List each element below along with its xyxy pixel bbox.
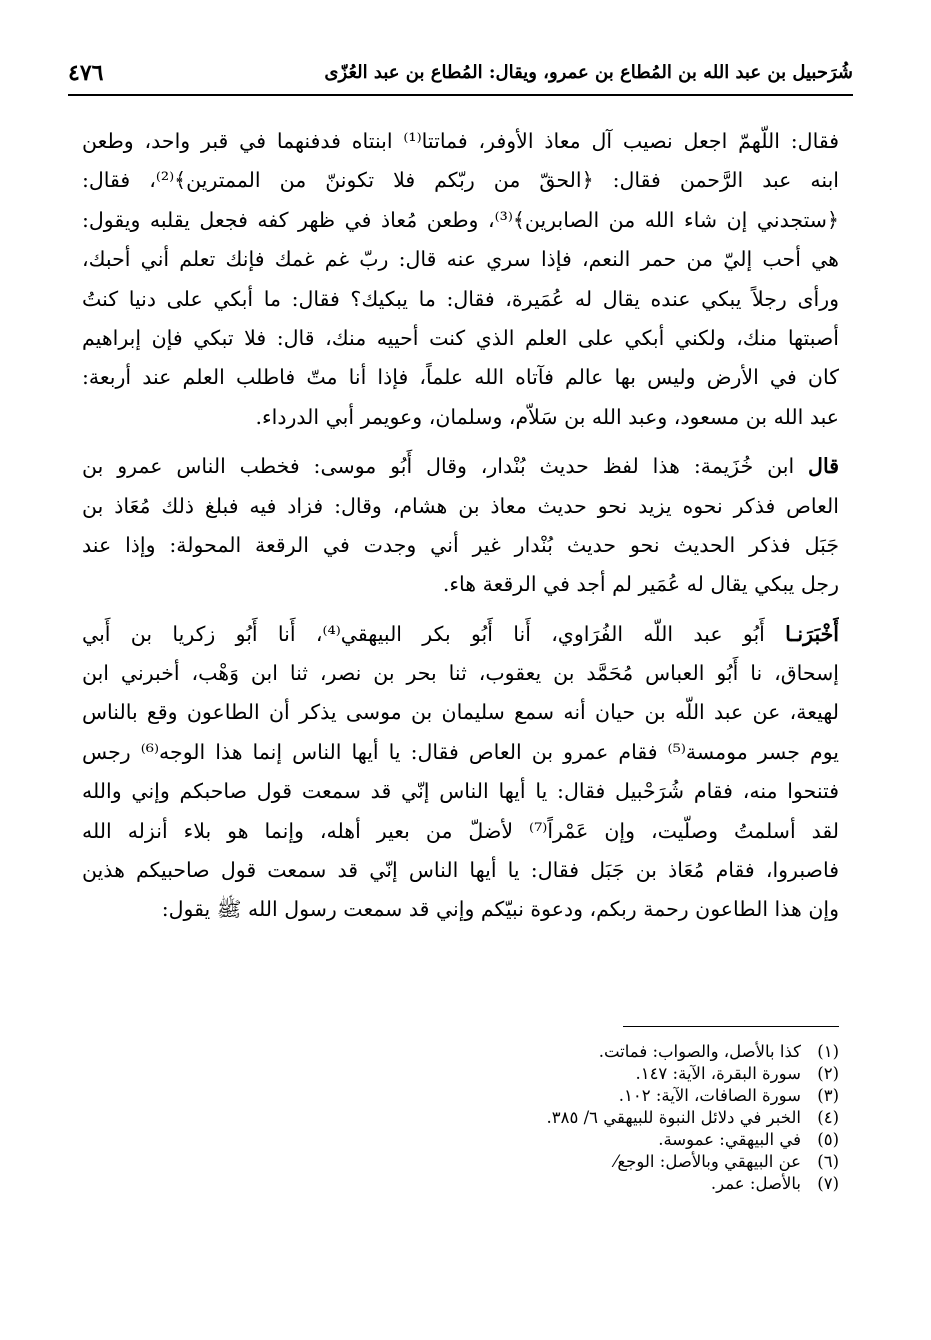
line-text: جَبَل فذكر الحديث نحو حديث بُنْدار غير أني وجدت في الرقعة المحولة: وإذا عند bbox=[82, 532, 839, 557]
text-line bbox=[82, 615, 839, 654]
footnote bbox=[279, 1085, 839, 1107]
text-line bbox=[82, 654, 839, 693]
text-line bbox=[82, 812, 839, 851]
line-text: ﴿ستجدني إن شاء الله من الصابرين﴾⁽³⁾، وطعن مُعاذ في ظهر كفه فجعل يقلبه ويقول: bbox=[82, 207, 839, 232]
line-text: فاصبروا، فقام مُعَاذ بن جَبَل فقال: يا أيها الناس إنّي قد سمعت قول صاحبيكم هذين bbox=[82, 858, 839, 883]
line-text: أصبتها منك، ولكني أبكي على العلم الذي كنت أحييه منك، قال: فلا تبكي فإن إبراهيم bbox=[82, 325, 839, 350]
footnote-number: (٣) bbox=[817, 1086, 839, 1105]
footnote-text: بالأصل: عمر. bbox=[710, 1174, 801, 1193]
footnote bbox=[279, 1151, 839, 1173]
line-text: ابنه عبد الرَّحمن فقال: ﴿الحقّ من ربّكم فلا تكوننّ من الممترين﴾⁽²⁾، فقال: bbox=[82, 168, 839, 193]
line-text: العاص فذكر نحوه يزيد نحو حديث معاذ بن هشام، وقال: فزاد فيه فبلغ ذلك مُعَاذ بن bbox=[82, 493, 839, 518]
footnote-number: (٢) bbox=[817, 1064, 839, 1083]
footnote bbox=[279, 1173, 839, 1195]
footnote bbox=[279, 1041, 839, 1063]
text-line bbox=[82, 733, 839, 772]
footnote-text: سورة الصافات، الآية: ١٠٢. bbox=[618, 1086, 801, 1105]
text-line bbox=[82, 772, 839, 811]
footnote-number: (١) bbox=[817, 1042, 839, 1061]
main-text bbox=[82, 122, 839, 940]
footnote bbox=[279, 1063, 839, 1085]
line-text: لهيعة، عن عبد اللّه بن حيان أنه سمع سليمان بن موسى يذكر أن الطاعون وقع بالناس bbox=[82, 700, 839, 725]
line-text: فتنحوا منه، فقام شُرَحْبيل فقال: يا أيها الناس إنّي قد سمعت قول صاحبكم وإني والله bbox=[82, 779, 839, 804]
footnote-text: سورة البقرة، الآية: ١٤٧. bbox=[635, 1064, 801, 1083]
line-text: فقال: اللّهمّ اجعل نصيب آل معاذ الأوفر، فماتتا⁽¹⁾ ابنتاه فدفنهما في قبر واحد، وطعن bbox=[82, 129, 839, 153]
text-line bbox=[82, 358, 839, 397]
footnote-text: عن البيهقي وبالأصل: الوجع⁄ bbox=[614, 1152, 801, 1171]
paragraph-lead-word: قال bbox=[808, 454, 839, 479]
line-text: كان في الأرض وليس بها عالم فآتاه الله علماً، فإذا أنا متّ فاطلب العلم عند أربعة: bbox=[82, 365, 839, 390]
footnote-number: (٤) bbox=[817, 1108, 839, 1127]
line-text: يوم جسر مومسة⁽⁵⁾ فقام عمرو بن العاص فقال: يا أيها الناس إنما هذا الوجه⁽⁶⁾ رجس bbox=[82, 739, 839, 764]
line-text: عبد الله بن مسعود، وعبد الله بن سَلاّم، وسلمان، وعويمر أبي الدرداء. bbox=[255, 404, 839, 429]
text-line bbox=[82, 201, 839, 240]
text-line bbox=[82, 447, 839, 486]
paragraph bbox=[82, 447, 839, 605]
text-line bbox=[82, 851, 839, 890]
line-text: وإن هذا الطاعون رحمة ربكم، ودعوة نبيّكم وإني قد سمعت رسول الله ﷺ يقول: bbox=[161, 897, 839, 922]
footnote-separator bbox=[623, 1026, 839, 1027]
footnote bbox=[279, 1107, 839, 1129]
footnotes bbox=[279, 1041, 839, 1195]
line-text: لقد أسلمتُ وصلّيت، وإن عَمْراً⁽⁷⁾ لأضلّ من بعير أهله، وإنما هو بلاء أنزله الله bbox=[82, 818, 839, 843]
text-line bbox=[82, 319, 839, 358]
footnote-text: كذا بالأصل، والصواب: فماتت. bbox=[598, 1042, 801, 1061]
running-header bbox=[68, 60, 853, 96]
footnote-number: (٥) bbox=[817, 1130, 839, 1149]
paragraph bbox=[82, 122, 839, 437]
text-line bbox=[82, 565, 839, 604]
footnote-number: (٧) bbox=[817, 1174, 839, 1193]
text-line bbox=[82, 240, 839, 279]
text-line bbox=[82, 398, 839, 437]
text-line bbox=[82, 890, 839, 929]
text-line bbox=[82, 122, 839, 161]
paragraph bbox=[82, 615, 839, 930]
text-line bbox=[82, 161, 839, 200]
text-line bbox=[82, 280, 839, 319]
footnote-text: في البيهقي: عموسة. bbox=[658, 1130, 801, 1149]
line-text: إسحاق، نا أَبُو العباس مُحَمَّد بن يعقوب، ثنا بحر بن نصر، ثنا ابن وَهْب، أخبرني ابن bbox=[82, 661, 839, 686]
text-line bbox=[82, 693, 839, 732]
paragraph-lead-word: أَخْبَرَنـا bbox=[785, 621, 839, 646]
line-text: ابن خُزَيمة: هذا لفظ حديث بُنْدار، وقال أَبُو موسى: فخطب الناس عمرو بن bbox=[82, 454, 809, 479]
header-title: شُرَحبيل بن عبد الله بن المُطاع بن عمرو، ويقال: المُطاع بن عبد العُزّى bbox=[324, 62, 853, 83]
text-line bbox=[82, 526, 839, 565]
line-text: رجل يبكي يقال له عُمَير لم أجد في الرقعة هاء. bbox=[442, 572, 839, 597]
page-number: ٤٧٦ bbox=[68, 60, 104, 86]
text-line bbox=[82, 487, 839, 526]
line-text: أَبُو عبد اللّه الفُرَاوي، أَنا أَبُو بكر البيهقي⁽⁴⁾، أَنا أَبُو زكريا بن أَبي bbox=[82, 621, 786, 646]
line-text: هي أحب إليّ من حمر النعم، فإذا سري عنه قال: ربّ غم غمك فإنك تعلم أني أحبك، bbox=[82, 247, 839, 272]
line-text: ورأى رجلاً يبكي عنده يقال له عُمَيرة، فقال: ما يبكيك؟ فقال: ما أبكي على دنيا كنتُ bbox=[82, 286, 839, 311]
footnote-text: الخبر في دلائل النبوة للبيهقي ٦/ ٣٨٥. bbox=[546, 1108, 801, 1127]
footnote bbox=[279, 1129, 839, 1151]
footnote-number: (٦) bbox=[817, 1152, 839, 1171]
header-rule bbox=[68, 94, 853, 96]
